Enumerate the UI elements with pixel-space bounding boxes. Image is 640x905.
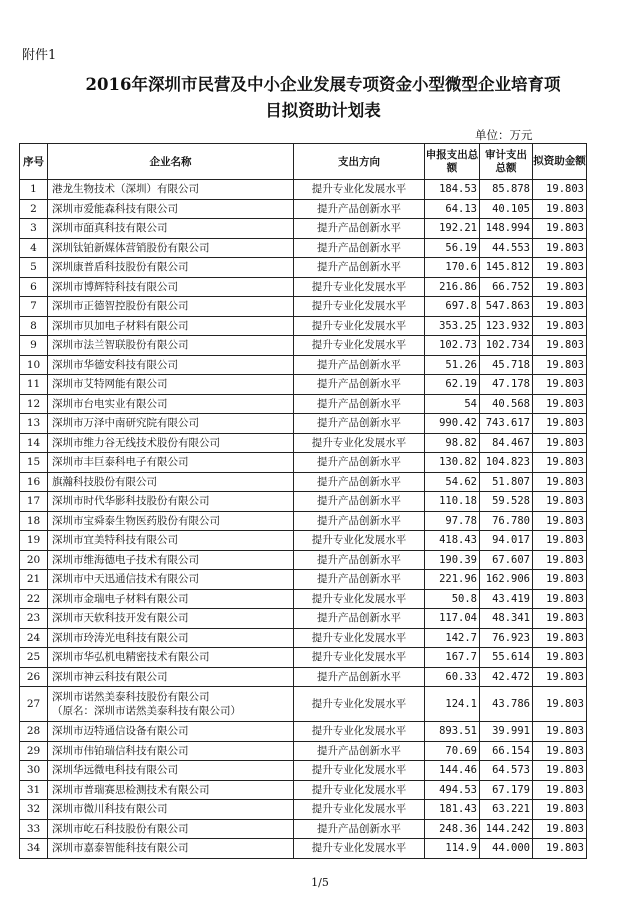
row-seq: 19 <box>20 531 48 551</box>
row-grant-amount: 19.803 <box>533 316 587 336</box>
row-declared-total: 110.18 <box>425 492 480 512</box>
row-company-name: 深圳市华德安科技有限公司 <box>48 355 294 375</box>
row-audited-total: 66.752 <box>480 277 533 297</box>
row-declared-total: 221.96 <box>425 570 480 590</box>
row-seq: 11 <box>20 375 48 395</box>
row-seq: 30 <box>20 761 48 781</box>
row-audited-total: 84.467 <box>480 433 533 453</box>
row-audited-total: 44.000 <box>480 839 533 859</box>
row-declared-total: 192.21 <box>425 219 480 239</box>
table-row <box>20 258 587 278</box>
row-company-name: 旗瀚科技股份有限公司 <box>48 472 294 492</box>
row-grant-amount: 19.803 <box>533 511 587 531</box>
row-company-name: 深圳市伟铂瑞信科技有限公司 <box>48 741 294 761</box>
row-audited-total: 743.617 <box>480 414 533 434</box>
row-grant-amount: 19.803 <box>533 780 587 800</box>
row-grant-amount: 19.803 <box>533 628 587 648</box>
row-seq: 15 <box>20 453 48 473</box>
row-direction: 提升专业化发展水平 <box>294 336 425 356</box>
table-row <box>20 589 587 609</box>
row-declared-total: 130.82 <box>425 453 480 473</box>
row-audited-total: 44.553 <box>480 238 533 258</box>
row-direction: 提升专业化发展水平 <box>294 277 425 297</box>
row-company-name: 深圳市台电实业有限公司 <box>48 394 294 414</box>
row-direction: 提升产品创新水平 <box>294 355 425 375</box>
header-name: 企业名称 <box>48 144 294 180</box>
row-declared-total: 144.46 <box>425 761 480 781</box>
row-seq: 24 <box>20 628 48 648</box>
row-declared-total: 190.39 <box>425 550 480 570</box>
row-direction: 提升产品创新水平 <box>294 550 425 570</box>
row-grant-amount: 19.803 <box>533 238 587 258</box>
table-row <box>20 687 587 722</box>
table-row <box>20 667 587 687</box>
row-declared-total: 98.82 <box>425 433 480 453</box>
row-direction: 提升产品创新水平 <box>294 258 425 278</box>
row-declared-total: 56.19 <box>425 238 480 258</box>
row-direction: 提升专业化发展水平 <box>294 316 425 336</box>
row-declared-total: 54.62 <box>425 472 480 492</box>
row-declared-total: 418.43 <box>425 531 480 551</box>
row-audited-total: 104.823 <box>480 453 533 473</box>
row-declared-total: 494.53 <box>425 780 480 800</box>
row-grant-amount: 19.803 <box>533 570 587 590</box>
row-seq: 25 <box>20 648 48 668</box>
row-declared-total: 62.19 <box>425 375 480 395</box>
row-company-name-line2: （原名：深圳市诺然美泰科技有限公司） <box>52 705 241 717</box>
row-company-name: 深圳市法兰智联股份有限公司 <box>48 336 294 356</box>
row-direction: 提升产品创新水平 <box>294 199 425 219</box>
row-direction: 提升专业化发展水平 <box>294 687 425 722</box>
row-grant-amount: 19.803 <box>533 839 587 859</box>
row-direction: 提升专业化发展水平 <box>294 433 425 453</box>
row-grant-amount: 19.803 <box>533 648 587 668</box>
row-seq: 29 <box>20 741 48 761</box>
row-declared-total: 51.26 <box>425 355 480 375</box>
row-audited-total: 40.568 <box>480 394 533 414</box>
row-audited-total: 123.932 <box>480 316 533 336</box>
row-declared-total: 248.36 <box>425 819 480 839</box>
row-seq: 3 <box>20 219 48 239</box>
row-grant-amount: 19.803 <box>533 819 587 839</box>
table-row <box>20 375 587 395</box>
row-declared-total: 167.7 <box>425 648 480 668</box>
table-row <box>20 722 587 742</box>
row-direction: 提升产品创新水平 <box>294 219 425 239</box>
row-seq: 22 <box>20 589 48 609</box>
row-seq: 4 <box>20 238 48 258</box>
row-audited-total: 40.105 <box>480 199 533 219</box>
row-company-name: 深圳市金瑞电子材料有限公司 <box>48 589 294 609</box>
row-declared-total: 170.6 <box>425 258 480 278</box>
row-direction: 提升产品创新水平 <box>294 511 425 531</box>
row-audited-total: 144.242 <box>480 819 533 839</box>
row-seq: 18 <box>20 511 48 531</box>
table-row <box>20 336 587 356</box>
row-seq: 32 <box>20 800 48 820</box>
row-seq: 2 <box>20 199 48 219</box>
row-audited-total: 76.923 <box>480 628 533 648</box>
table-row <box>20 628 587 648</box>
row-seq: 10 <box>20 355 48 375</box>
row-grant-amount: 19.803 <box>533 609 587 629</box>
row-direction: 提升专业化发展水平 <box>294 761 425 781</box>
row-grant-amount: 19.803 <box>533 722 587 742</box>
row-audited-total: 162.906 <box>480 570 533 590</box>
row-grant-amount: 19.803 <box>533 741 587 761</box>
row-declared-total: 184.53 <box>425 180 480 200</box>
grant-table <box>19 143 587 859</box>
row-seq: 31 <box>20 780 48 800</box>
table-row <box>20 839 587 859</box>
table-row <box>20 394 587 414</box>
table-row <box>20 570 587 590</box>
table-row <box>20 819 587 839</box>
row-audited-total: 76.780 <box>480 511 533 531</box>
row-audited-total: 547.863 <box>480 297 533 317</box>
row-audited-total: 43.786 <box>480 687 533 722</box>
row-company-name: 深圳市爱能森科技有限公司 <box>48 199 294 219</box>
row-direction: 提升产品创新水平 <box>294 741 425 761</box>
row-seq: 33 <box>20 819 48 839</box>
row-declared-total: 697.8 <box>425 297 480 317</box>
row-grant-amount: 19.803 <box>533 394 587 414</box>
row-grant-amount: 19.803 <box>533 433 587 453</box>
row-direction: 提升专业化发展水平 <box>294 589 425 609</box>
row-company-name: 深圳市博辉特科技有限公司 <box>48 277 294 297</box>
row-audited-total: 63.221 <box>480 800 533 820</box>
row-direction: 提升专业化发展水平 <box>294 648 425 668</box>
table-body <box>20 180 587 859</box>
row-grant-amount: 19.803 <box>533 589 587 609</box>
row-declared-total: 124.1 <box>425 687 480 722</box>
table-row <box>20 316 587 336</box>
row-company-name: 深圳市宝舜泰生物医药股份有限公司 <box>48 511 294 531</box>
row-declared-total: 216.86 <box>425 277 480 297</box>
row-company-name: 深圳康普盾科技股份有限公司 <box>48 258 294 278</box>
table-row <box>20 219 587 239</box>
row-audited-total: 145.812 <box>480 258 533 278</box>
row-company-name: 深圳市皕真科技有限公司 <box>48 219 294 239</box>
row-company-name: 深圳市艾特网能有限公司 <box>48 375 294 395</box>
row-grant-amount: 19.803 <box>533 472 587 492</box>
row-grant-amount: 19.803 <box>533 336 587 356</box>
row-company-name: 深圳市普瑞赛思检测技术有限公司 <box>48 780 294 800</box>
table-row <box>20 492 587 512</box>
header-audited: 审计支出总额 <box>480 144 533 180</box>
header-seq: 序号 <box>20 144 48 180</box>
row-seq: 26 <box>20 667 48 687</box>
row-audited-total: 42.472 <box>480 667 533 687</box>
row-direction: 提升产品创新水平 <box>294 609 425 629</box>
table-row <box>20 761 587 781</box>
table-row <box>20 648 587 668</box>
unit-label: 单位：万元 <box>475 128 533 142</box>
row-declared-total: 102.73 <box>425 336 480 356</box>
row-grant-amount: 19.803 <box>533 550 587 570</box>
row-grant-amount: 19.803 <box>533 355 587 375</box>
row-declared-total: 114.9 <box>425 839 480 859</box>
attachment-label: 附件1 <box>22 48 57 63</box>
row-declared-total: 353.25 <box>425 316 480 336</box>
row-audited-total: 55.614 <box>480 648 533 668</box>
table-row <box>20 180 587 200</box>
row-company-name: 深圳市维力谷无线技术股份有限公司 <box>48 433 294 453</box>
row-seq: 7 <box>20 297 48 317</box>
row-company-name: 深圳市宜美特科技有限公司 <box>48 531 294 551</box>
row-company-name: 港龙生物技术（深圳）有限公司 <box>48 180 294 200</box>
row-seq: 5 <box>20 258 48 278</box>
row-company-name: 深圳市时代华影科技股份有限公司 <box>48 492 294 512</box>
row-audited-total: 45.718 <box>480 355 533 375</box>
row-company-name: 深圳市正德智控股份有限公司 <box>48 297 294 317</box>
row-seq: 27 <box>20 687 48 722</box>
row-company-name: 深圳市丰巨泰科电子有限公司 <box>48 453 294 473</box>
row-declared-total: 54 <box>425 394 480 414</box>
table-row <box>20 355 587 375</box>
row-company-name: 深圳市贝加电子材料有限公司 <box>48 316 294 336</box>
row-grant-amount: 19.803 <box>533 297 587 317</box>
row-direction: 提升产品创新水平 <box>294 667 425 687</box>
row-direction: 提升产品创新水平 <box>294 570 425 590</box>
row-direction: 提升专业化发展水平 <box>294 297 425 317</box>
row-declared-total: 64.13 <box>425 199 480 219</box>
row-seq: 8 <box>20 316 48 336</box>
row-seq: 1 <box>20 180 48 200</box>
row-direction: 提升专业化发展水平 <box>294 800 425 820</box>
row-grant-amount: 19.803 <box>533 531 587 551</box>
row-audited-total: 59.528 <box>480 492 533 512</box>
row-declared-total: 70.69 <box>425 741 480 761</box>
row-seq: 13 <box>20 414 48 434</box>
row-grant-amount: 19.803 <box>533 687 587 722</box>
row-audited-total: 47.178 <box>480 375 533 395</box>
row-direction: 提升专业化发展水平 <box>294 180 425 200</box>
row-direction: 提升专业化发展水平 <box>294 839 425 859</box>
table-row <box>20 433 587 453</box>
title-line-2: 目拟资助计划表 <box>265 101 381 120</box>
page-number: 1/5 <box>311 876 329 889</box>
row-company-name: 深圳钛铂新媒体营销股份有限公司 <box>48 238 294 258</box>
row-seq: 12 <box>20 394 48 414</box>
table-row <box>20 531 587 551</box>
row-grant-amount: 19.803 <box>533 761 587 781</box>
row-direction: 提升产品创新水平 <box>294 414 425 434</box>
row-grant-amount: 19.803 <box>533 800 587 820</box>
row-company-name: 深圳市微川科技有限公司 <box>48 800 294 820</box>
table-row <box>20 472 587 492</box>
row-direction: 提升产品创新水平 <box>294 819 425 839</box>
row-grant-amount: 19.803 <box>533 492 587 512</box>
row-direction: 提升专业化发展水平 <box>294 722 425 742</box>
row-company-name <box>48 687 294 722</box>
row-company-name: 深圳市迈特通信设备有限公司 <box>48 722 294 742</box>
row-direction: 提升产品创新水平 <box>294 238 425 258</box>
row-declared-total: 60.33 <box>425 667 480 687</box>
row-seq: 16 <box>20 472 48 492</box>
row-direction: 提升专业化发展水平 <box>294 780 425 800</box>
table-row <box>20 238 587 258</box>
row-direction: 提升产品创新水平 <box>294 375 425 395</box>
row-grant-amount: 19.803 <box>533 180 587 200</box>
row-audited-total: 67.607 <box>480 550 533 570</box>
header-declared: 申报支出总额 <box>425 144 480 180</box>
table-row <box>20 199 587 219</box>
row-company-name: 深圳市维海德电子技术有限公司 <box>48 550 294 570</box>
table-row <box>20 453 587 473</box>
row-audited-total: 48.341 <box>480 609 533 629</box>
row-company-name: 深圳市玲涛光电科技有限公司 <box>48 628 294 648</box>
row-direction: 提升产品创新水平 <box>294 472 425 492</box>
header-grant: 拟资助金额 <box>533 144 587 180</box>
row-grant-amount: 19.803 <box>533 277 587 297</box>
row-seq: 20 <box>20 550 48 570</box>
row-audited-total: 102.734 <box>480 336 533 356</box>
title-line-1: 2016年深圳市民营及中小企业发展专项资金小型微型企业培育项 <box>85 75 561 94</box>
table-row <box>20 414 587 434</box>
row-audited-total: 85.878 <box>480 180 533 200</box>
row-audited-total: 67.179 <box>480 780 533 800</box>
row-seq: 28 <box>20 722 48 742</box>
row-audited-total: 94.017 <box>480 531 533 551</box>
row-declared-total: 50.8 <box>425 589 480 609</box>
row-declared-total: 990.42 <box>425 414 480 434</box>
row-grant-amount: 19.803 <box>533 375 587 395</box>
row-seq: 6 <box>20 277 48 297</box>
row-direction: 提升产品创新水平 <box>294 492 425 512</box>
row-audited-total: 51.807 <box>480 472 533 492</box>
table-row <box>20 609 587 629</box>
row-grant-amount: 19.803 <box>533 667 587 687</box>
row-direction: 提升专业化发展水平 <box>294 531 425 551</box>
row-grant-amount: 19.803 <box>533 219 587 239</box>
table-row <box>20 780 587 800</box>
row-seq: 34 <box>20 839 48 859</box>
row-audited-total: 66.154 <box>480 741 533 761</box>
table-row <box>20 741 587 761</box>
row-direction: 提升产品创新水平 <box>294 394 425 414</box>
page-title <box>20 72 626 124</box>
row-seq: 23 <box>20 609 48 629</box>
row-seq: 9 <box>20 336 48 356</box>
row-company-name: 深圳华远微电科技有限公司 <box>48 761 294 781</box>
row-company-name: 深圳市屹石科技股份有限公司 <box>48 819 294 839</box>
row-grant-amount: 19.803 <box>533 258 587 278</box>
table-row <box>20 297 587 317</box>
row-company-name: 深圳市万泽中南研究院有限公司 <box>48 414 294 434</box>
row-company-name: 深圳市神云科技有限公司 <box>48 667 294 687</box>
row-declared-total: 181.43 <box>425 800 480 820</box>
row-grant-amount: 19.803 <box>533 453 587 473</box>
row-company-name: 深圳市天软科技开发有限公司 <box>48 609 294 629</box>
row-audited-total: 43.419 <box>480 589 533 609</box>
row-declared-total: 117.04 <box>425 609 480 629</box>
row-company-name: 深圳市中天迅通信技术有限公司 <box>48 570 294 590</box>
row-seq: 21 <box>20 570 48 590</box>
row-audited-total: 148.994 <box>480 219 533 239</box>
row-seq: 14 <box>20 433 48 453</box>
table-row <box>20 511 587 531</box>
table-row <box>20 550 587 570</box>
table-header-row <box>20 144 587 180</box>
table-row <box>20 800 587 820</box>
table-row <box>20 277 587 297</box>
row-direction: 提升专业化发展水平 <box>294 628 425 648</box>
row-grant-amount: 19.803 <box>533 199 587 219</box>
row-declared-total: 893.51 <box>425 722 480 742</box>
header-direction: 支出方向 <box>294 144 425 180</box>
row-audited-total: 39.991 <box>480 722 533 742</box>
row-company-name-line1: 深圳市诺然美泰科技股份有限公司 <box>52 691 210 703</box>
row-declared-total: 97.78 <box>425 511 480 531</box>
row-audited-total: 64.573 <box>480 761 533 781</box>
row-seq: 17 <box>20 492 48 512</box>
row-grant-amount: 19.803 <box>533 414 587 434</box>
row-declared-total: 142.7 <box>425 628 480 648</box>
row-company-name: 深圳市华弘机电精密技术有限公司 <box>48 648 294 668</box>
row-company-name: 深圳市嘉泰智能科技有限公司 <box>48 839 294 859</box>
row-direction: 提升产品创新水平 <box>294 453 425 473</box>
